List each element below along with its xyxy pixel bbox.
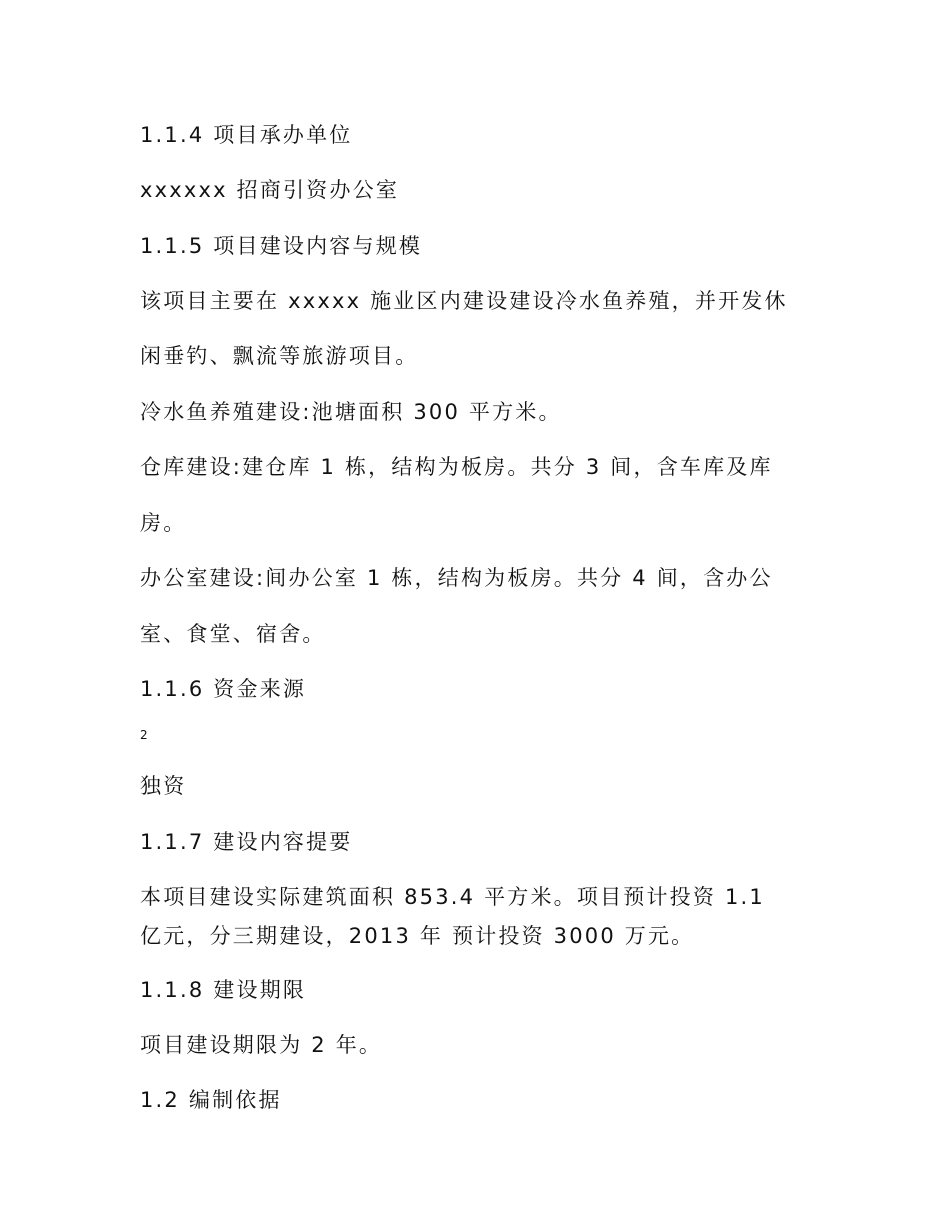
- page-number: 2: [140, 728, 148, 742]
- paragraph-line: 亿元，分三期建设，2013 年 预计投资 3000 万元。: [140, 924, 695, 948]
- paragraph-line: 室、食堂、宿舍。: [140, 622, 326, 646]
- heading-1-1-7: 1.1.7 建设内容提要: [140, 830, 353, 854]
- paragraph-line: 仓库建设:建仓库 1 栋，结构为板房。共分 3 间，含车库及库: [140, 455, 773, 479]
- paragraph-line: 闲垂钓、飘流等旅游项目。: [140, 344, 419, 368]
- heading-1-1-5: 1.1.5 项目建设内容与规模: [140, 234, 423, 258]
- heading-1-1-4: 1.1.4 项目承办单位: [140, 123, 353, 147]
- paragraph-line: 办公室建设:间办公室 1 栋，结构为板房。共分 4 间，含办公: [140, 566, 773, 590]
- paragraph-line: xxxxxx 招商引资办公室: [140, 178, 400, 202]
- paragraph-line: 冷水鱼养殖建设:池塘面积 300 平方米。: [140, 400, 562, 424]
- paragraph-line: 本项目建设实际建筑面积 853.4 平方米。项目预计投资 1.1: [140, 885, 765, 909]
- paragraph-line: 房。: [140, 511, 187, 535]
- heading-1-1-8: 1.1.8 建设期限: [140, 978, 307, 1002]
- heading-1-2: 1.2 编制依据: [140, 1088, 282, 1112]
- paragraph-line: 独资: [140, 774, 187, 798]
- heading-1-1-6: 1.1.6 资金来源: [140, 677, 307, 701]
- paragraph-line: 该项目主要在 xxxxx 施业区内建设建设冷水鱼养殖，并开发休: [140, 289, 788, 313]
- paragraph-line: 项目建设期限为 2 年。: [140, 1033, 383, 1057]
